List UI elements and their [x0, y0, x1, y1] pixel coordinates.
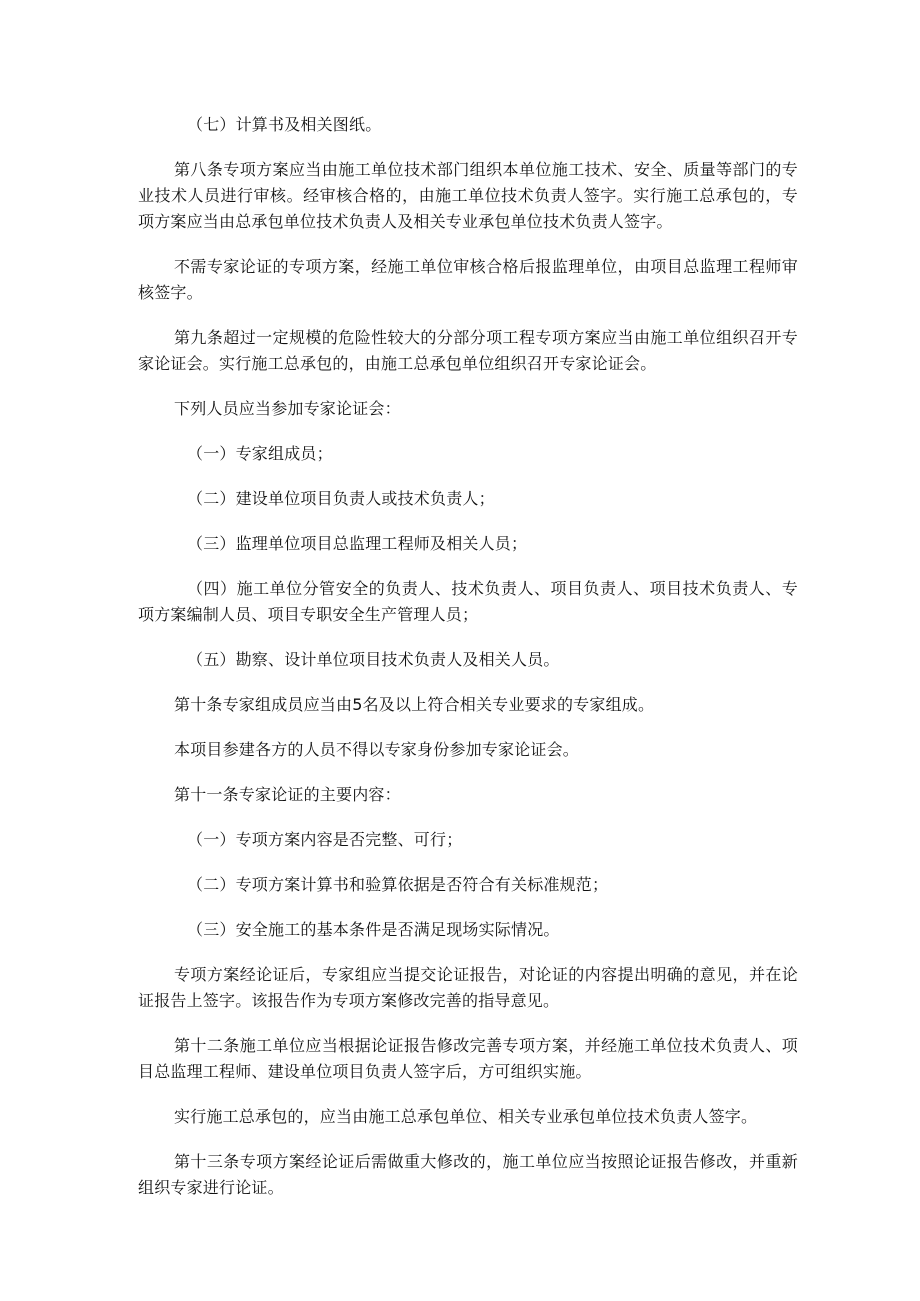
list-item-paragraph: （五）勘察、设计单位项目技术负责人及相关人员。 — [187, 650, 560, 669]
list-item-paragraph: （三）安全施工的基本条件是否满足现场实际情况。 — [187, 920, 560, 939]
body-paragraph: 第十条专家组成员应当由5名及以上符合相关专业要求的专家组成。 — [174, 695, 655, 714]
body-paragraph: 第九条超过一定规模的危险性较大的分部分项工程专项方案应当由施工单位组织召开专家论证会。实行施工总承包的，由施工总承包单位组织召开专家论证会。 — [138, 328, 798, 373]
body-paragraph: 不需专家论证的专项方案，经施工单位审核合格后报监理单位，由项目总监理工程师审核签字。 — [138, 257, 798, 302]
body-paragraph: 实行施工总承包的，应当由施工总承包单位、相关专业承包单位技术负责人签字。 — [174, 1107, 758, 1126]
document-body — [138, 112, 798, 1201]
body-paragraph: 第八条专项方案应当由施工单位技术部门组织本单位施工技术、安全、质量等部门的专业技术人员进行审核。经审核合格的，由施工单位技术负责人签字。实行施工总承包的，专项方案应当由总承包单位技术负责人及相关专业承包单位技术负责人签字。 — [138, 160, 798, 231]
list-item-paragraph: （二）建设单位项目负责人或技术负责人； — [187, 489, 495, 508]
body-paragraph: 专项方案经论证后，专家组应当提交论证报告，对论证的内容提出明确的意见，并在论证报告上签字。该报告作为专项方案修改完善的指导意见。 — [138, 965, 798, 1010]
body-paragraph: 本项目参建各方的人员不得以专家身份参加专家论证会。 — [174, 740, 580, 759]
body-paragraph: 第十一条专家论证的主要内容： — [174, 785, 401, 804]
list-item-paragraph: （一）专家组成员； — [187, 444, 333, 463]
list-item-paragraph: （二）专项方案计算书和验算依据是否符合有关标准规范； — [187, 875, 609, 894]
list-item-paragraph: （三）监理单位项目总监理工程师及相关人员； — [187, 534, 528, 553]
list-item-paragraph: （七）计算书及相关图纸。 — [187, 115, 382, 134]
list-item-paragraph: （四）施工单位分管安全的负责人、技术负责人、项目负责人、项目技术负责人、专项方案编制人员、项目专职安全生产管理人员； — [138, 579, 798, 624]
body-paragraph: 第十三条专项方案经论证后需做重大修改的，施工单位应当按照论证报告修改，并重新组织专家进行论证。 — [138, 1152, 798, 1197]
list-item-paragraph: （一）专项方案内容是否完整、可行； — [187, 830, 463, 849]
body-paragraph: 下列人员应当参加专家论证会： — [174, 399, 401, 418]
body-paragraph: 第十二条施工单位应当根据论证报告修改完善专项方案，并经施工单位技术负责人、项目总监理工程师、建设单位项目负责人签字后，方可组织实施。 — [138, 1036, 798, 1081]
